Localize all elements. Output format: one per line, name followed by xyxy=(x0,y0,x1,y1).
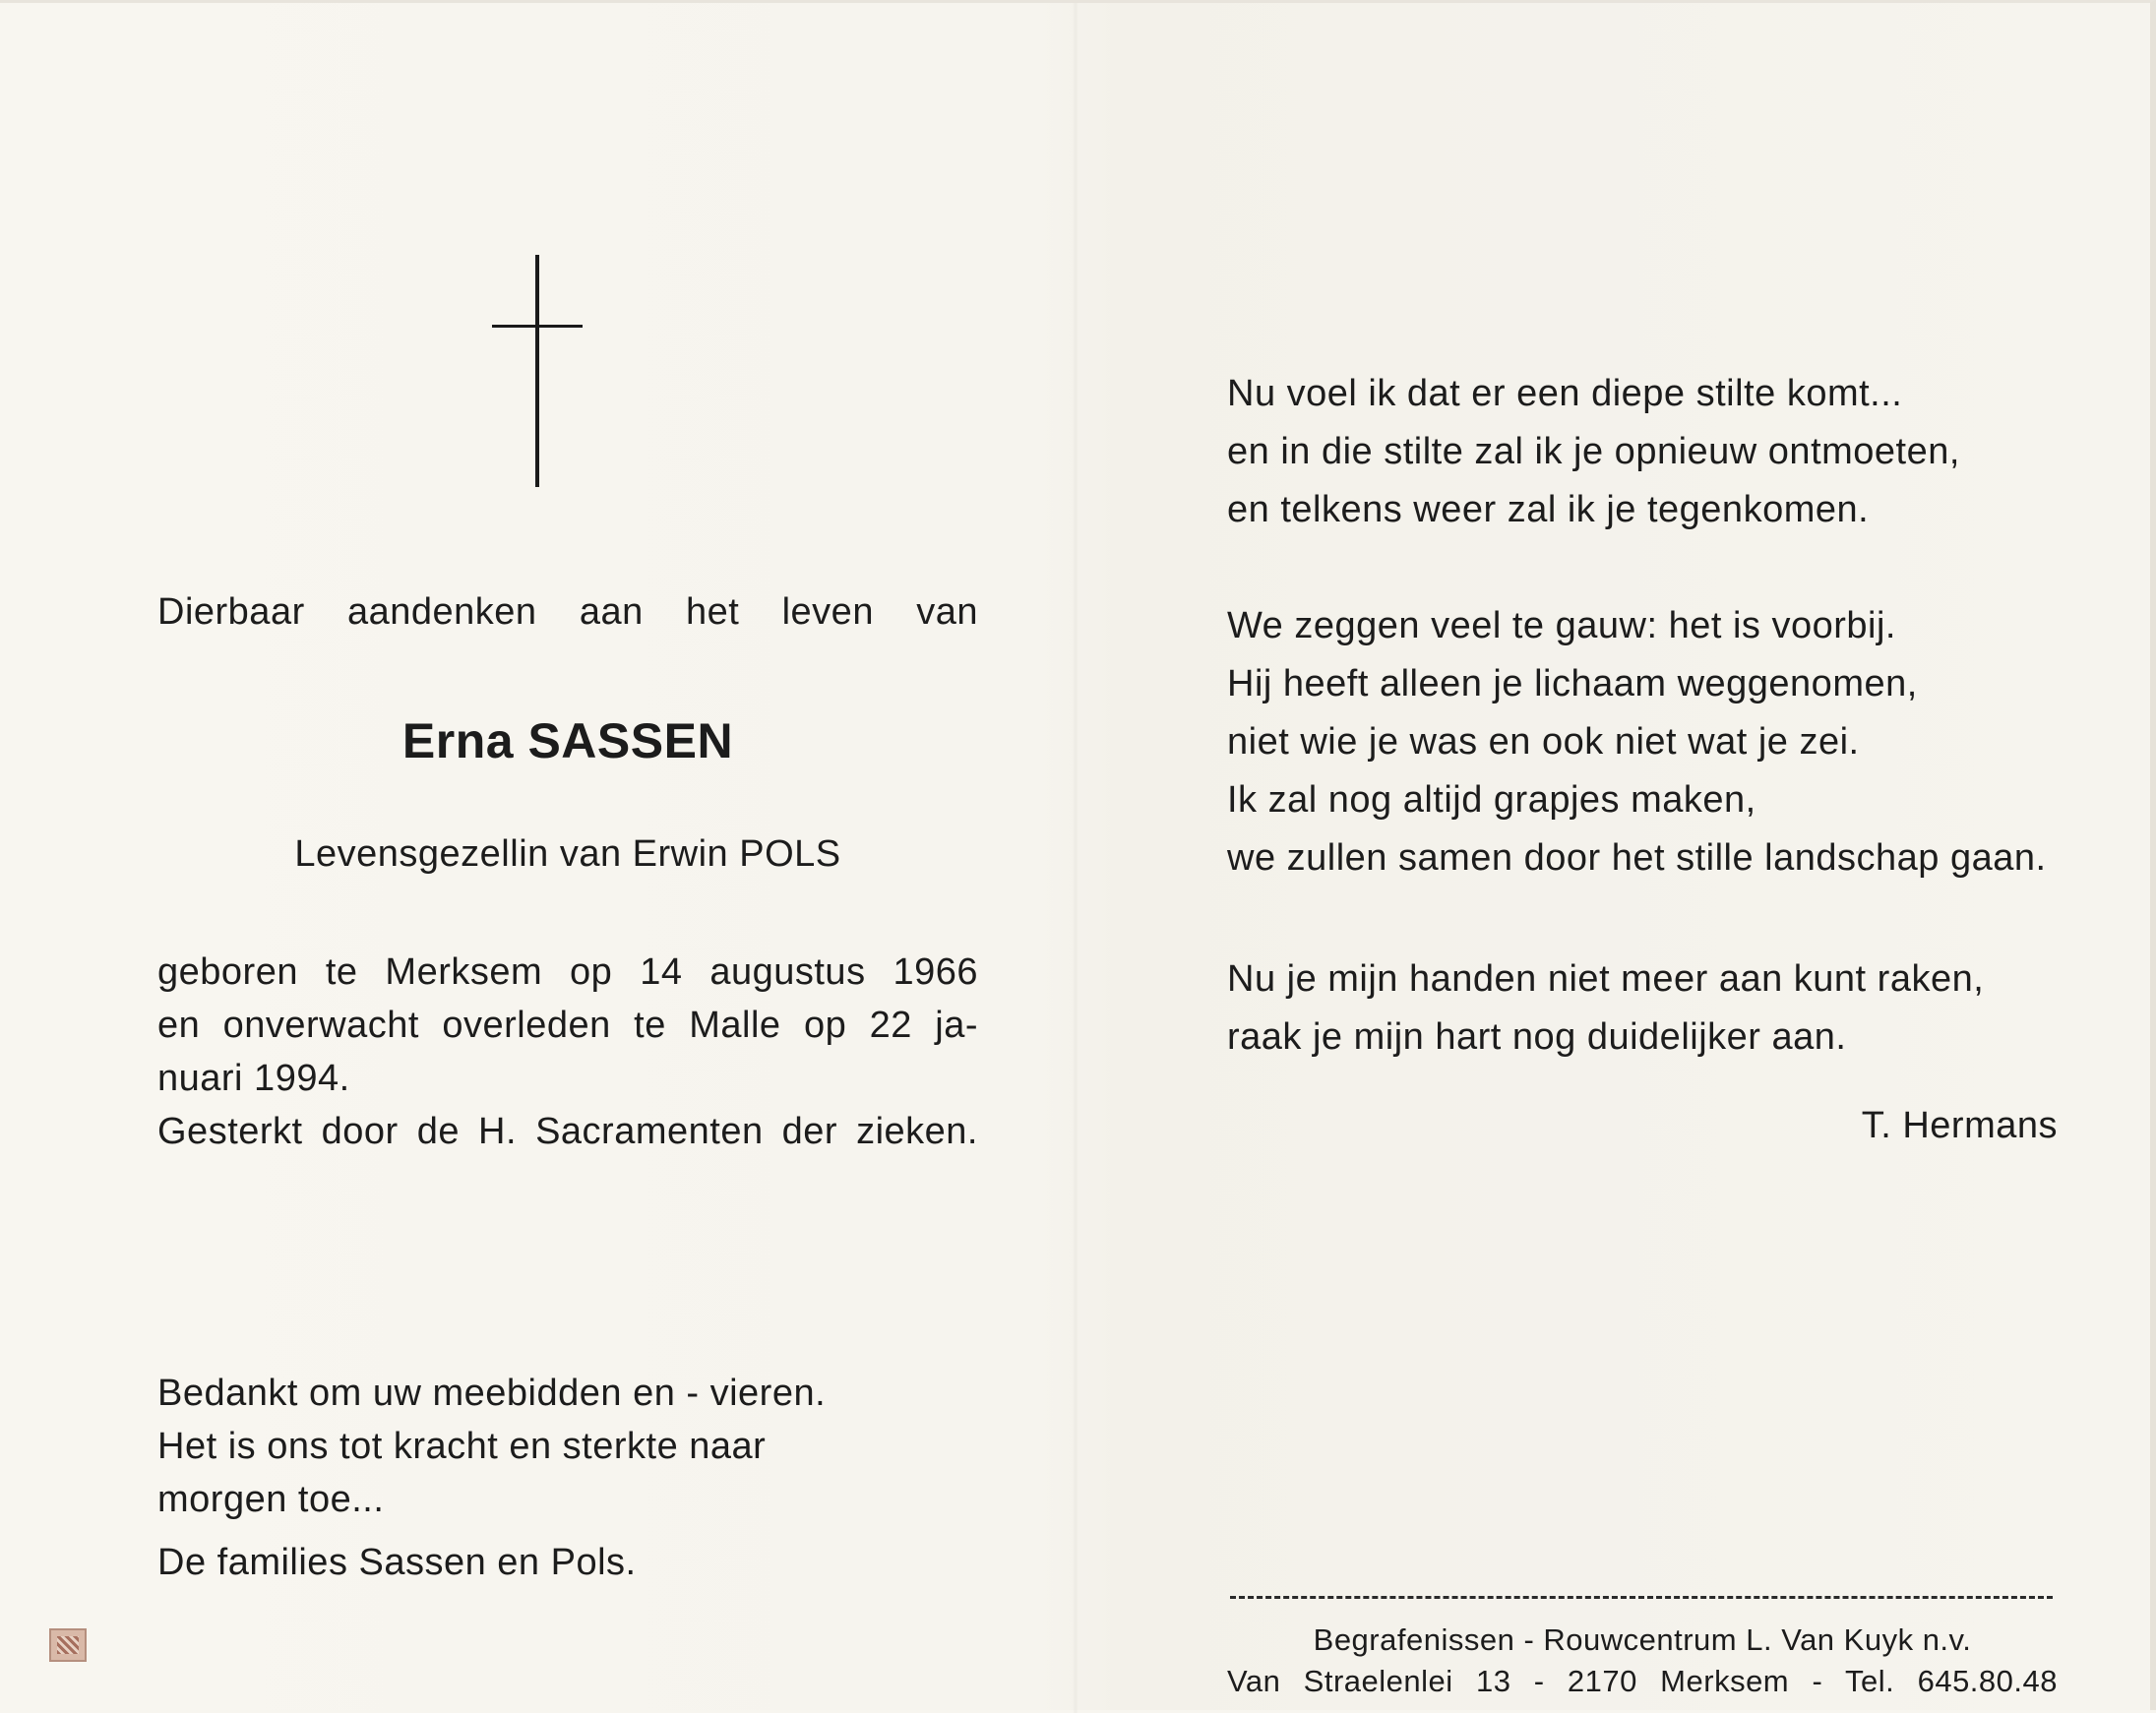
bio-line: nuari 1994. xyxy=(157,1058,350,1099)
poem-line: Nu voel ik dat er een diepe stilte komt... xyxy=(1227,373,1903,414)
poem-line: Ik zal nog altijd grapjes maken, xyxy=(1227,779,1756,821)
poem-line: Nu je mijn handen niet meer aan kunt raken, xyxy=(1227,958,1985,1000)
bio-line: en onverwacht overleden te Malle op 22 ja- xyxy=(157,1005,978,1046)
bio-block xyxy=(157,946,978,1158)
thanks-line: morgen toe... xyxy=(157,1479,385,1520)
poem-line: niet wie je was en ook niet wat je zei. xyxy=(1227,721,1860,763)
partner-text: Levensgezellin van Erwin POLS xyxy=(294,833,841,875)
dashed-divider xyxy=(1230,1596,2053,1599)
intro-text: Dierbaar aandenken aan het leven van xyxy=(157,591,978,633)
poem-stanza-2 xyxy=(1227,599,2058,889)
deceased-name: Erna SASSEN xyxy=(401,713,734,768)
poem-stanza-3 xyxy=(1227,952,2058,1069)
thanks-block xyxy=(157,1367,978,1526)
poem-line: en in die stilte zal ik je opnieuw ontmoeten, xyxy=(1227,431,1960,472)
funeral-home-address: Van Straelenlei 13 - 2170 Merksem - Tel. 645.80.48 xyxy=(1227,1664,2058,1698)
poem-stanza-1 xyxy=(1227,367,2058,541)
funeral-home-name: Begrafenissen - Rouwcentrum L. Van Kuyk n.v. xyxy=(1313,1622,1972,1657)
bio-line: geboren te Merksem op 14 augustus 1966 xyxy=(157,951,978,993)
poem-line: en telkens weer zal ik je tegenkomen. xyxy=(1227,489,1870,530)
poem-line: raak je mijn hart nog duidelijker aan. xyxy=(1227,1016,1847,1058)
card-fold xyxy=(1073,3,1078,1713)
families-signature: De families Sassen en Pols. xyxy=(157,1542,637,1583)
stamp-icon xyxy=(49,1628,87,1662)
poem-line: Hij heeft alleen je lichaam weggenomen, xyxy=(1227,663,1918,704)
bio-line: Gesterkt door de H. Sacramenten der zieken. xyxy=(157,1111,978,1152)
poem-author: T. Hermans xyxy=(1861,1105,2058,1146)
poem-line: we zullen samen door het stille landschap gaan. xyxy=(1227,837,2047,879)
poem-line: We zeggen veel te gauw: het is voorbij. xyxy=(1227,605,1896,646)
thanks-line: Bedankt om uw meebidden en - vieren. xyxy=(157,1373,827,1414)
cross-icon xyxy=(492,255,583,487)
thanks-line: Het is ons tot kracht en sterkte naar xyxy=(157,1426,767,1467)
